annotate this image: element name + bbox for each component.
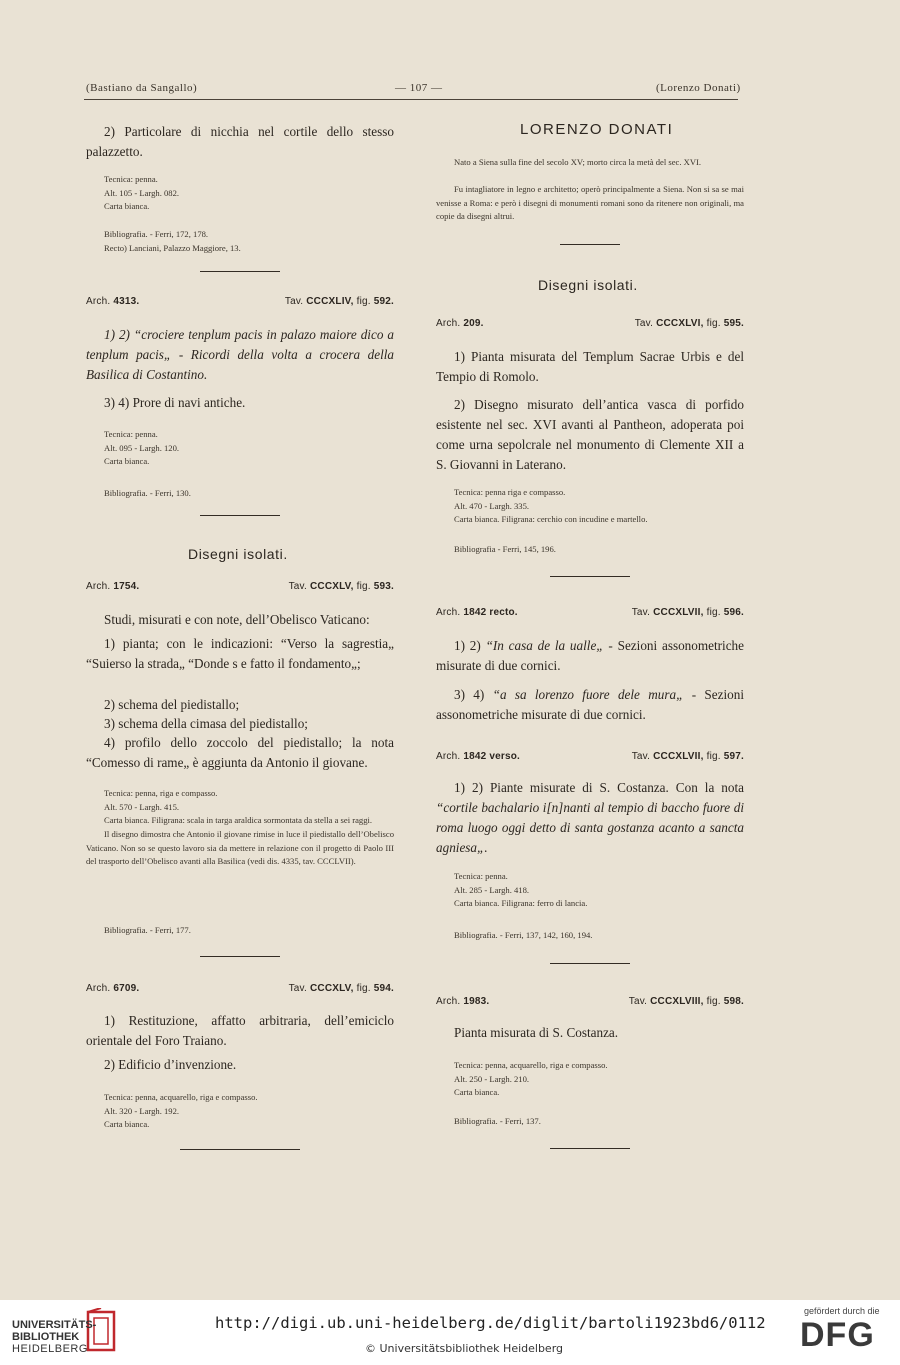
paragraph: 3) schema della cimasa del piedistallo; xyxy=(104,716,308,731)
catalog-entry-594 xyxy=(86,983,394,994)
section-rule xyxy=(200,956,280,957)
dimensions-line: Alt. 470 - Largh. 335. xyxy=(454,500,530,511)
bibliography-line: Bibliografia. - Ferri, 172, 178. xyxy=(104,229,209,239)
arch-label: Arch. xyxy=(436,607,461,618)
plate-number: CCCXLV, xyxy=(309,581,354,592)
technique-line: Tecnica: penna. xyxy=(104,429,158,439)
page-number: — 107 — xyxy=(395,82,443,94)
bibliography-line: Recto) Lanciani, Palazzo Maggiore, 13. xyxy=(104,242,241,253)
digitization-footer xyxy=(0,1300,900,1365)
technique-block xyxy=(454,1059,608,1100)
tav-label: Tav. xyxy=(631,751,651,762)
paragraph: 3) 4) Prore di navi antiche. xyxy=(104,395,246,410)
biography-paragraph: Fu intagliatore in legno e architetto; operò principalmente a Siena. Non si sa se mai venisse a Roma: e però i disegni di monumenti romani sono da ritenere non originali, ma copie da disegni altrui. xyxy=(436,184,744,221)
dimensions-line: Alt. 095 - Largh. 120. xyxy=(104,442,180,453)
technique-line: Tecnica: penna, acquarello, riga e compasso. xyxy=(454,1060,608,1070)
biography-paragraph: Nato a Siena sulla fine del secolo XV; morto circa la metà del sec. XVI. xyxy=(454,157,702,167)
arch-label: Arch. xyxy=(436,751,461,762)
catalog-entry-598 xyxy=(436,996,744,1007)
technique-block xyxy=(104,173,179,214)
arch-number: 209. xyxy=(463,318,484,329)
arch-number: 1983. xyxy=(463,996,490,1007)
permalink-url[interactable]: http://digi.ub.uni-heidelberg.de/diglit/bartoli1923bd6/0112 xyxy=(215,1314,766,1332)
plate-number: CCCXLVIII, xyxy=(650,996,704,1007)
running-header-right: (Lorenzo Donati) xyxy=(656,82,741,94)
paper-line: Carta bianca. Filigrana: ferro di lancia. xyxy=(454,898,588,908)
paragraph: Pianta misurata di S. Costanza. xyxy=(454,1025,619,1040)
technique-line: Tecnica: penna. xyxy=(454,871,508,881)
paragraph: 1) 2) Piante misurate di S. Costanza. Con la nota “cortile bachalario i[n]nanti al tempio di baccho fuore di roma luogo oggi detto di santa gostanza acanto a sancta agniesa„. xyxy=(436,780,744,855)
tav-label: Tav. xyxy=(628,996,648,1007)
technique-line: Tecnica: penna, riga e compasso. xyxy=(104,788,218,798)
tav-label: Tav. xyxy=(288,581,307,592)
dimensions-line: Alt. 320 - Largh. 192. xyxy=(104,1105,180,1116)
technique-block xyxy=(86,787,394,828)
paragraph: 1) 2) “crociere tenplum pacis in palazo maiore dico a tenplum pacis„ - Ricordi della volta a crocera della Basilica di Costantino. xyxy=(86,327,394,382)
section-heading: Disegni isolati. xyxy=(538,277,638,293)
arch-number: 1842 recto. xyxy=(463,607,518,618)
figure-number: 593. xyxy=(373,581,394,592)
library-logo-text: UNIVERSITÄTS- BIBLIOTHEK HEIDELBERG xyxy=(12,1319,97,1355)
section-rule xyxy=(550,963,630,964)
paragraph: 1) Pianta misurata del Templum Sacrae Urbis e del Tempio di Romolo. xyxy=(436,349,744,384)
dimensions-line: Alt. 570 - Largh. 415. xyxy=(104,801,180,812)
paper-line: Carta bianca. xyxy=(104,456,150,466)
paper-line: Carta bianca. Filigrana: scala in targa araldica sormontata da stella a sei raggi. xyxy=(104,815,373,825)
paragraph: 1) 2) “In casa de la ualle„ - Sezioni assonometriche misurate di due cornici. xyxy=(436,638,744,673)
figure-number: 595. xyxy=(723,318,744,329)
figure-number: 597. xyxy=(723,751,744,762)
section-rule xyxy=(200,271,280,272)
plate-number: CCCXLV, xyxy=(309,983,354,994)
paragraph: 4) profilo dello zoccolo del piedistallo; la nota “Comesso di rame„ è aggiunta da Antonio il giovane. xyxy=(86,735,394,770)
technique-block xyxy=(454,486,648,527)
figure-number: 592. xyxy=(373,296,394,307)
section-rule xyxy=(200,515,280,516)
bibliography-block xyxy=(104,228,241,255)
paragraph: 1) Restituzione, affatto arbitraria, dell’emiciclo orientale del Foro Traiano. xyxy=(86,1013,394,1048)
arch-label: Arch. xyxy=(86,581,111,592)
fig-label: fig. xyxy=(706,318,721,329)
paragraph: 2) Particolare di nicchia nel cortile dello stesso palazzetto. xyxy=(86,124,394,159)
catalog-entry-597 xyxy=(436,751,744,762)
tav-label: Tav. xyxy=(288,983,307,994)
tav-label: Tav. xyxy=(634,318,654,329)
arch-number: 4313. xyxy=(113,296,140,307)
fig-label: fig. xyxy=(706,751,721,762)
figure-number: 596. xyxy=(723,607,744,618)
fig-label: fig. xyxy=(356,581,371,592)
dimensions-line: Alt. 285 - Largh. 418. xyxy=(454,884,530,895)
end-rule xyxy=(550,1148,630,1149)
note-paragraph: Il disegno dimostra che Antonio il giovane rimise in luce il piedistallo dell’Obelisco Vaticano. Non so se questo lavoro sia da mettere in relazione con il progetto di Paolo III del trasporto dell’Obelisco avanti alla Basilica (vedi dis. 4335, tav. CCCLVII). xyxy=(86,829,394,866)
plate-number: CCCXLVII, xyxy=(653,751,704,762)
paper-line: Carta bianca. xyxy=(104,1119,150,1129)
tav-label: Tav. xyxy=(284,296,304,307)
paragraph: 2) schema del piedistallo; xyxy=(104,697,240,712)
fig-label: fig. xyxy=(706,607,721,618)
fig-label: fig. xyxy=(356,983,371,994)
fig-label: fig. xyxy=(356,296,371,307)
section-heading: Disegni isolati. xyxy=(188,546,288,562)
end-rule xyxy=(180,1149,300,1150)
paragraph: 2) Disegno misurato dell’antica vasca di porfido esistente nel sec. XVI avanti al Pantheon, adoperata poi come urna sepolcrale nel monumento di Clemente XII a S. Giovanni in Laterano. xyxy=(436,397,744,472)
bibliography-line: Bibliografia. - Ferri, 177. xyxy=(104,925,191,935)
arch-label: Arch. xyxy=(86,983,111,994)
section-rule xyxy=(560,244,620,245)
bibliography-line: Bibliografia. - Ferri, 137, 142, 160, 194. xyxy=(454,930,593,940)
catalog-entry-596 xyxy=(436,607,744,618)
arch-label: Arch. xyxy=(86,296,111,307)
bibliography-line: Bibliografia. - Ferri, 137. xyxy=(454,1116,541,1126)
arch-label: Arch. xyxy=(436,996,461,1007)
catalog-entry-592 xyxy=(86,296,394,307)
dimensions-line: Alt. 105 - Largh. 082. xyxy=(104,187,180,198)
paper-line: Carta bianca. Filigrana: cerchio con incudine e martello. xyxy=(454,514,648,524)
arch-number: 1754. xyxy=(113,581,140,592)
paragraph: 1) pianta; con le indicazioni: “Verso la sagrestia„ “Suierso la strada„ “Donde s e fatto il fondamento„; xyxy=(86,636,394,671)
header-rule xyxy=(84,99,738,100)
artist-title: LORENZO DONATI xyxy=(520,121,674,138)
technique-block xyxy=(104,428,179,469)
fig-label: fig. xyxy=(706,996,721,1007)
paragraph: 3) 4) “a sa lorenzo fuore dele mura„ - Sezioni assonometriche misurate di due cornici. xyxy=(436,687,744,722)
figure-number: 598. xyxy=(723,996,744,1007)
arch-number: 6709. xyxy=(113,983,140,994)
plate-number: CCCXLIV, xyxy=(306,296,354,307)
arch-label: Arch. xyxy=(436,318,461,329)
arch-number: 1842 verso. xyxy=(463,751,521,762)
copyright-notice: © Universitätsbibliothek Heidelberg xyxy=(365,1342,564,1355)
quoted-note: “In casa de la ualle„ xyxy=(485,638,604,653)
figure-number: 594. xyxy=(373,983,394,994)
paper-line: Carta bianca. xyxy=(454,1087,500,1097)
catalog-entry-595 xyxy=(436,318,744,329)
technique-line: Tecnica: penna. xyxy=(104,174,158,184)
tav-label: Tav. xyxy=(631,607,651,618)
technique-line: Tecnica: penna riga e compasso. xyxy=(454,487,566,497)
sponsor-label: gefördert durch die xyxy=(804,1306,880,1316)
paper-line: Carta bianca. xyxy=(104,201,150,211)
quoted-note: “a sa lorenzo fuore dele mura„ xyxy=(492,687,684,702)
paragraph: Studi, misurati e con note, dell’Obelisco Vaticano: xyxy=(104,612,370,627)
technique-line: Tecnica: penna, acquarello, riga e compasso. xyxy=(104,1092,258,1102)
technique-block xyxy=(454,870,587,911)
catalog-entry-593 xyxy=(86,581,394,592)
section-rule xyxy=(550,576,630,577)
running-header-left: (Bastiano da Sangallo) xyxy=(86,82,198,94)
bibliography-line: Bibliografia. - Ferri, 130. xyxy=(104,488,191,498)
technique-block xyxy=(104,1091,258,1132)
plate-number: CCCXLVII, xyxy=(653,607,704,618)
dfg-logo: DFG xyxy=(800,1316,875,1354)
plate-number: CCCXLVI, xyxy=(656,318,704,329)
dimensions-line: Alt. 250 - Largh. 210. xyxy=(454,1073,530,1084)
paragraph: 2) Edificio d’invenzione. xyxy=(104,1057,237,1072)
bibliography-line: Bibliografia - Ferri, 145, 196. xyxy=(454,544,556,554)
quoted-note: “cortile bachalario i[n]nanti al tempio di baccho fuore di roma luogo oggi detto di santa gostanza acanto a sancta agniesa„. xyxy=(436,800,744,855)
